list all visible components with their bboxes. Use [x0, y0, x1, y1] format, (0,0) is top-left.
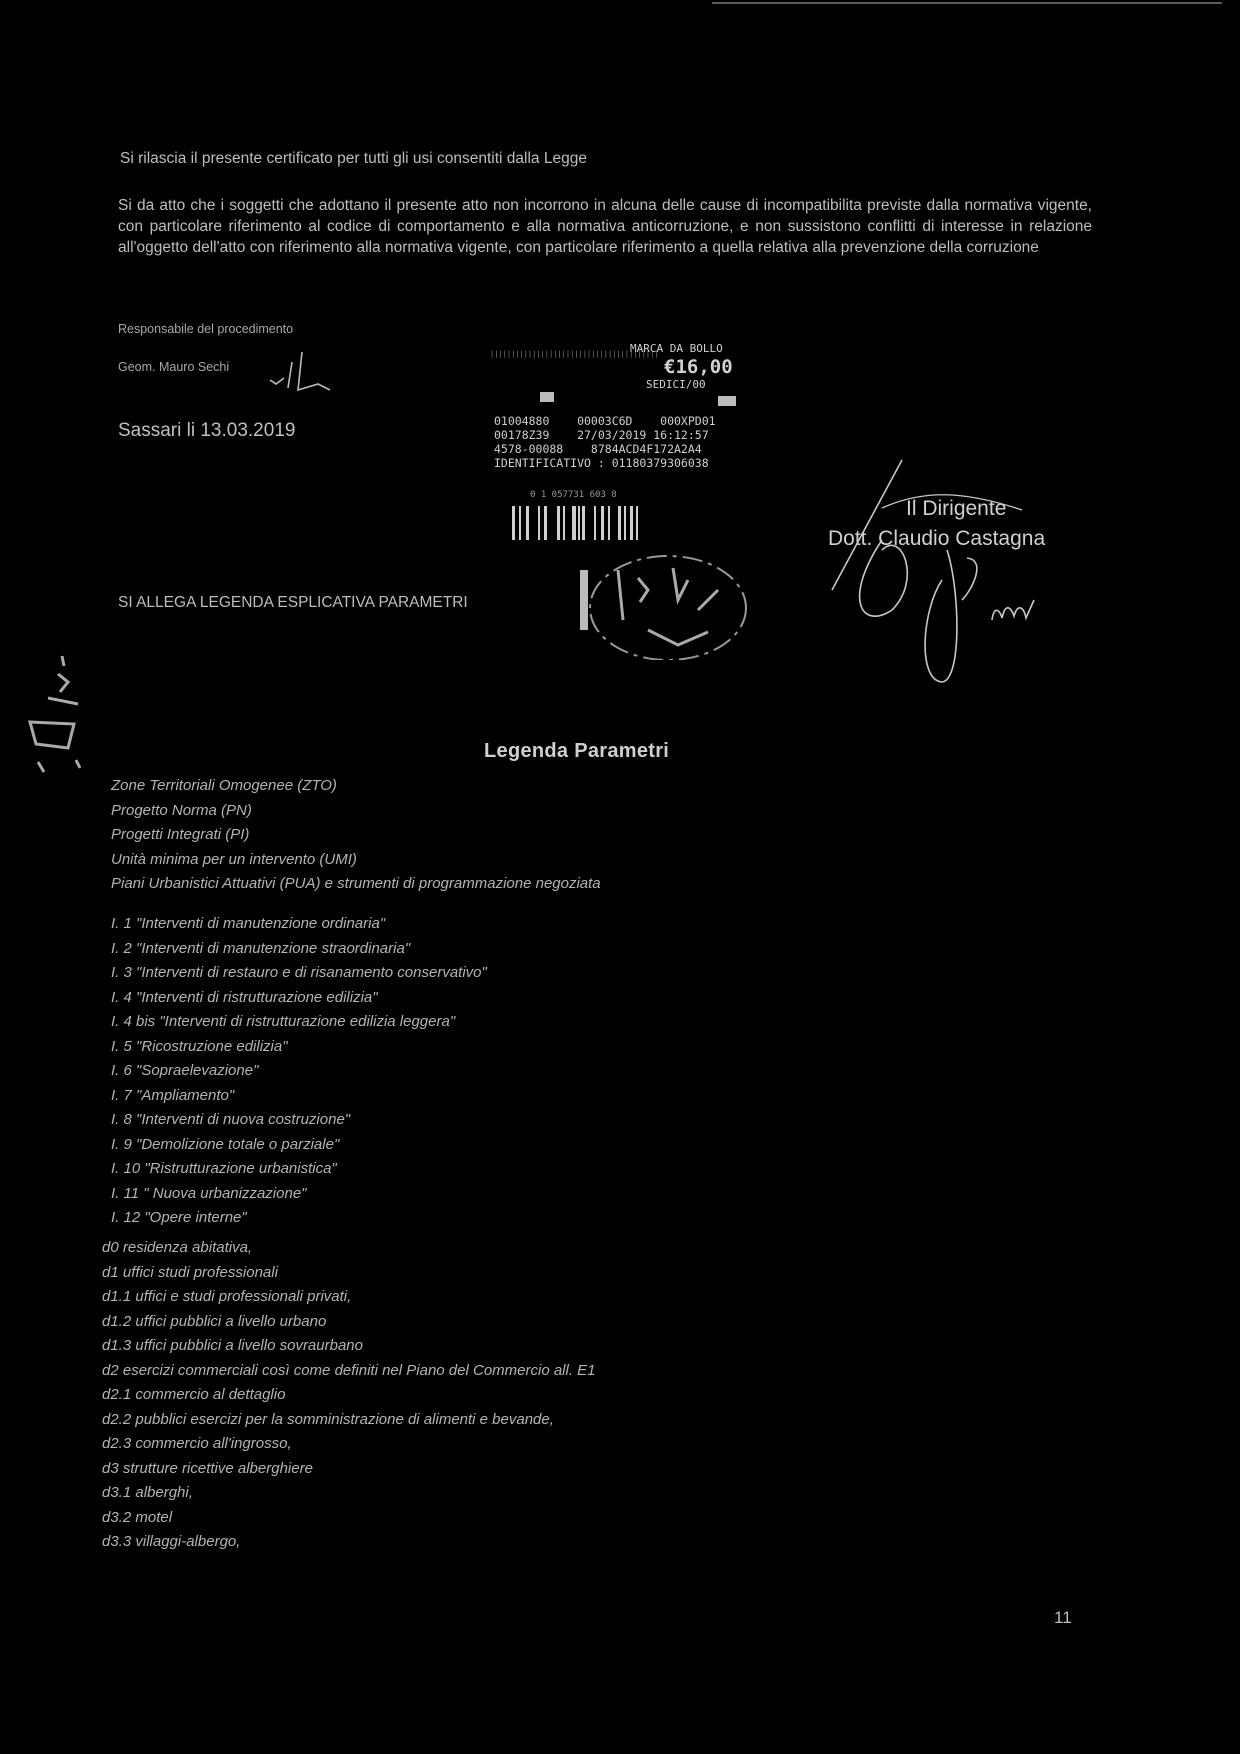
legend-item: d3 strutture ricettive alberghiere [102, 1459, 313, 1477]
margin-stamp [18, 652, 94, 774]
legend-item: Progetto Norma (PN) [111, 801, 252, 819]
legend-item: d3.1 alberghi, [102, 1484, 193, 1501]
legend-item: I. 5 "Ricostruzione edilizia" [111, 1037, 288, 1055]
legend-item: d3.3 villaggi-albergo, [102, 1533, 241, 1550]
legend-item: I. 11 " Nuova urbanizzazione" [111, 1184, 307, 1202]
legend-item: I. 10 "Ristrutturazione urbanistica" [111, 1160, 337, 1177]
legend-item: I. 9 "Demolizione totale o parziale" [111, 1135, 340, 1153]
legend-item: I. 4 bis "Interventi di ristrutturazione edilizia leggera" [111, 1013, 456, 1030]
dirigente-title: Il Dirigente [906, 497, 1007, 520]
legend-item: d2.2 pubblici esercizi per la somministrazione di alimenti e bevande, [102, 1410, 554, 1428]
stamp-barcode-number: 0 1 057731 603 8 [530, 490, 617, 500]
stamp-mark-icon [718, 396, 736, 406]
legend-item: Piani Urbanistici Attuativi (PUA) e strumenti di programmazione negoziata [111, 875, 601, 892]
legend-item: I. 12 "Opere interne" [111, 1209, 247, 1226]
dirigente-signature [822, 450, 1082, 690]
legend-item: d2.3 commercio all'ingrosso, [102, 1435, 292, 1452]
legend-item: I. 6 "Sopraelevazione" [111, 1062, 259, 1079]
stamp-header: MARCA DA BOLLO [630, 342, 723, 355]
legend-item: I. 2 "Interventi di manutenzione straordinaria" [111, 939, 411, 957]
legend-item: I. 4 "Interventi di ristrutturazione edilizia" [111, 988, 378, 1006]
legend-group-interventions [111, 912, 487, 1231]
stamp-row-1: 01004880 00003C6D 000XPD01 [494, 414, 716, 428]
legend-item: I. 3 "Interventi di restauro e di risanamento conservativo" [111, 964, 487, 981]
stamp-amount: €16,00 [664, 356, 733, 378]
para-certificate: Si rilascia il presente certificato per tutti gli usi consentiti dalla Legge [120, 150, 587, 167]
legend-item: d1 uffici studi professionali [102, 1263, 278, 1281]
stamp-barcode [512, 506, 638, 540]
attachment-note: SI ALLEGA LEGENDA ESPLICATIVA PARAMETRI [118, 594, 468, 611]
legend-item: d0 residenza abitativa, [102, 1239, 253, 1256]
legend-group-zones [111, 774, 601, 897]
revenue-stamp [490, 336, 742, 536]
legend-item: Zone Territoriali Omogenee (ZTO) [111, 777, 337, 794]
para-incompatibility: Si da atto che i soggetti che adottano il presente atto non incorrono in alcuna delle cause di incompatibilita previste dalla normativa vigente, con particolare riferimento al codice di comportamento e alla normativa anticorruzione, e non sussistono conflitti di interesse in relazione all'oggetto dell'atto con riferimento alla normativa vigente, con particolare riferimento a quella relativa alla prevenzione della corruzione [118, 197, 1092, 256]
stamp-row-3: 4578-00088 8784ACD4F172A2A4 [494, 442, 702, 456]
legend-item: I. 7 "Ampliamento" [111, 1086, 235, 1104]
legend-item: d3.2 motel [102, 1508, 173, 1526]
legend-item: I. 1 "Interventi di manutenzione ordinaria" [111, 915, 386, 932]
stamp-code: SEDICI/00 [646, 378, 706, 391]
municipal-seal [578, 550, 758, 660]
stamp-microtext: |||||||||||||||||||||||||||||||||||||||| [490, 350, 659, 358]
stamp-row-2: 00178Z39 27/03/2019 16:12:57 [494, 428, 709, 442]
responsabile-signature [262, 348, 342, 394]
legend-group-uses [102, 1236, 596, 1555]
date-line: Sassari li 13.03.2019 [118, 420, 296, 441]
legend-item: d1.3 uffici pubblici a livello sovraurbano [102, 1337, 363, 1354]
legend-item: d1.1 uffici e studi professionali privati, [102, 1288, 352, 1305]
legend-title: Legenda Parametri [484, 740, 670, 762]
top-edge-line [712, 2, 1222, 4]
dirigente-name: Dott. Claudio Castagna [828, 527, 1046, 550]
legend-item: Progetti Integrati (PI) [111, 826, 250, 843]
stamp-row-4: IDENTIFICATIVO : 01180379306038 [494, 456, 709, 470]
legend-item: I. 8 "Interventi di nuova costruzione" [111, 1111, 351, 1128]
legend-item: d2 esercizi commerciali così come definiti nel Piano del Commercio all. E1 [102, 1361, 596, 1379]
legend-item: d1.2 uffici pubblici a livello urbano [102, 1312, 327, 1330]
legend-item: Unità minima per un intervento (UMI) [111, 850, 357, 868]
responsabile-label: Responsabile del procedimento [118, 322, 294, 336]
legend-item: d2.1 commercio al dettaglio [102, 1386, 286, 1403]
page-number: 11 [1054, 1608, 1072, 1627]
stamp-logo-icon [540, 392, 554, 402]
responsabile-name: Geom. Mauro Sechi [118, 360, 230, 374]
